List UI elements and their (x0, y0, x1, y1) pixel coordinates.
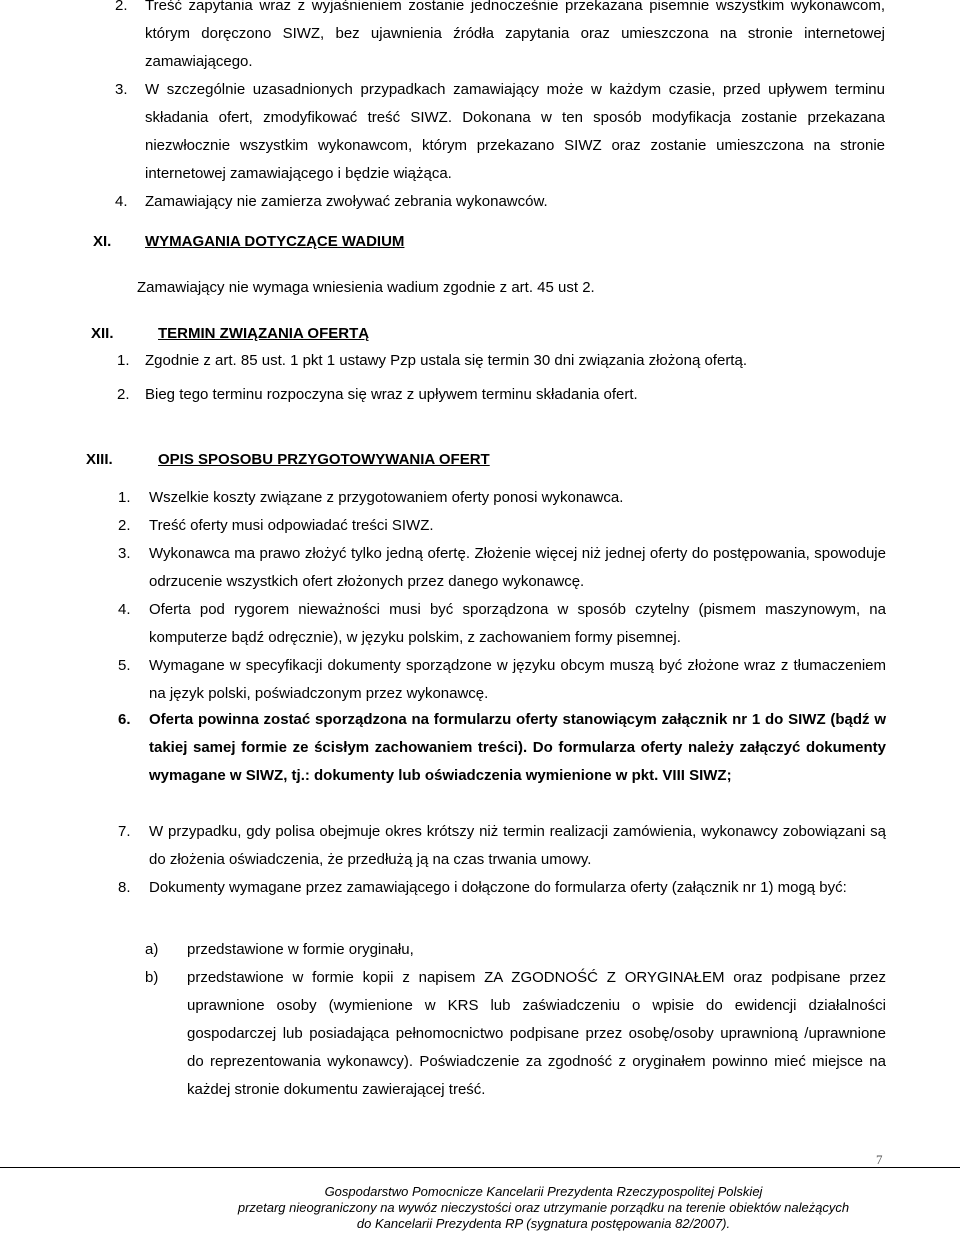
list-item-text: Treść oferty musi odpowiadać treści SIWZ. (149, 517, 434, 534)
section-heading-xii (0, 325, 960, 345)
list-item-number: 2. (118, 517, 131, 534)
list-item-number: 3. (118, 545, 131, 562)
list-item (117, 381, 885, 409)
list-item-text: Wszelkie koszty związane z przygotowaniem oferty ponosi wykonawca. (149, 489, 624, 506)
section-heading-xiii (0, 451, 960, 471)
list-item (118, 596, 886, 652)
list-item (115, 188, 885, 216)
sub-list-item-letter: b) (145, 969, 159, 986)
section-number: XII. (91, 325, 114, 342)
list-item-number: 5. (118, 657, 131, 674)
footer-divider (0, 1167, 960, 1168)
list-item-number: 4. (118, 601, 131, 618)
list-item (115, 0, 885, 76)
section-heading-xi (0, 233, 960, 253)
list-item-number: 4. (115, 193, 128, 210)
footer-line: do Kancelarii Prezydenta RP (sygnatura postępowania 82/2007). (356, 1216, 731, 1231)
list-item-text: W przypadku, gdy polisa obejmuje okres krótszy niż termin realizacji zamówienia, wykonawcy zobowiązani są do złożenia oświadczenia, że przedłużą ją na czas trwania umowy. (149, 823, 886, 868)
list-item-text: Oferta powinna zostać sporządzona na formularzu oferty stanowiącym załącznik nr 1 do SIWZ (bądź w takiej samej formie ze ścisłym zachowaniem treści). Do formularza oferty należy załączyć dokumenty wymagane w SIWZ, tj.: dokumenty lub oświadczenia wymienione w pkt. VIII SIWZ; (149, 711, 886, 784)
list-item-emphasized (118, 706, 886, 790)
list-item-text: Oferta pod rygorem nieważności musi być sporządzona w sposób czytelny (pismem maszynowym, na komputerze bądź odręcznie), w języku polskim, z zachowaniem formy pisemnej. (149, 601, 886, 646)
list-item (117, 347, 885, 375)
list-item-text: Bieg tego terminu rozpoczyna się wraz z upływem terminu składania ofert. (145, 386, 638, 403)
list-item-text: Wymagane w specyfikacji dokumenty sporządzone w języku obcym muszą być złożone wraz z tłumaczeniem na język polski, poświadczonym przez wykonawcę. (149, 657, 886, 702)
list-item-text: Wykonawca ma prawo złożyć tylko jedną ofertę. Złożenie więcej niż jednej oferty do postępowania, spowoduje odrzucenie wszystkich ofert złożonych przez danego wykonawcę. (149, 545, 886, 590)
list-item-number: 2. (117, 386, 130, 403)
list-item (118, 512, 886, 540)
sub-list-item (145, 936, 886, 964)
sub-list-item-letter: a) (145, 941, 159, 958)
sub-list-item-text: przedstawione w formie kopii z napisem ZA ZGODNOŚĆ Z ORYGINAŁEM oraz podpisane przez uprawnione osoby (wymienione w KRS lub zaświadczeniu o wpisie do ewidencji działalności gospodarczej lub posiadająca pełnomocnictwo podpisane przez osobę/osoby uprawnioną /uprawnione do reprezentowania wykonawcy). Poświadczenie za zgodność z oryginałem powinno mieć miejsce na każdej stronie dokumentu zawierającej treść. (187, 969, 886, 1098)
list-item-number: 6. (118, 711, 131, 728)
list-item-text: Zgodnie z art. 85 ust. 1 pkt 1 ustawy Pzp ustala się termin 30 dni związania złożoną ofertą. (145, 352, 747, 369)
footer-line: Gospodarstwo Pomocnicze Kancelarii Prezydenta Rzeczypospolitej Polskiej (324, 1184, 763, 1199)
list-item-text: Treść zapytania wraz z wyjaśnieniem zostanie jednocześnie przekazana pisemnie wszystkim wykonawcom, którym doręczono SIWZ, bez ujawnienia źródła zapytania oraz umieszczona na stronie internetowej zamawiającego. (145, 0, 885, 70)
list-item (118, 818, 886, 874)
list-item (118, 874, 886, 902)
list-item-number: 3. (115, 81, 128, 98)
section-title: OPIS SPOSOBU PRZYGOTOWYWANIA OFERT (158, 451, 490, 468)
section-title: TERMIN ZWIĄZANIA OFERTĄ (158, 325, 370, 342)
list-item (115, 76, 885, 188)
section-number: XIII. (86, 451, 113, 468)
list-item-text: W szczególnie uzasadnionych przypadkach zamawiający może w każdym czasie, przed upływem terminu składania ofert, zmodyfikować treść SIWZ. Dokonana w ten sposób modyfikacja zostanie przekazana niezwłocznie wszystkim wykonawcom, którym przekazano SIWZ oraz zostanie umieszczona na stronie internetowej zamawiającego i będzie wiążąca. (145, 81, 885, 182)
footer-line: przetarg nieograniczony na wywóz nieczystości oraz utrzymanie porządku na terenie obiektów należących (237, 1200, 850, 1215)
list-item (118, 540, 886, 596)
page-footer (0, 1184, 960, 1232)
section-paragraph: Zamawiający nie wymaga wniesienia wadium zgodnie z art. 45 ust 2. (137, 279, 595, 296)
list-item (118, 484, 886, 512)
list-item (118, 652, 886, 708)
list-item-number: 2. (115, 0, 128, 14)
page-number: 7 (876, 1152, 883, 1167)
list-item-number: 1. (118, 489, 131, 506)
list-item-text: Dokumenty wymagane przez zamawiającego i dołączone do formularza oferty (załącznik nr 1) mogą być: (149, 879, 847, 896)
sub-list-item (145, 964, 886, 1104)
list-item-text: Zamawiający nie zamierza zwoływać zebrania wykonawców. (145, 193, 548, 210)
sub-list-item-text: przedstawione w formie oryginału, (187, 941, 414, 958)
section-title: WYMAGANIA DOTYCZĄCE WADIUM (145, 233, 405, 250)
list-item-number: 1. (117, 352, 130, 369)
list-item-number: 7. (118, 823, 131, 840)
list-item-number: 8. (118, 879, 131, 896)
section-number: XI. (93, 233, 112, 250)
